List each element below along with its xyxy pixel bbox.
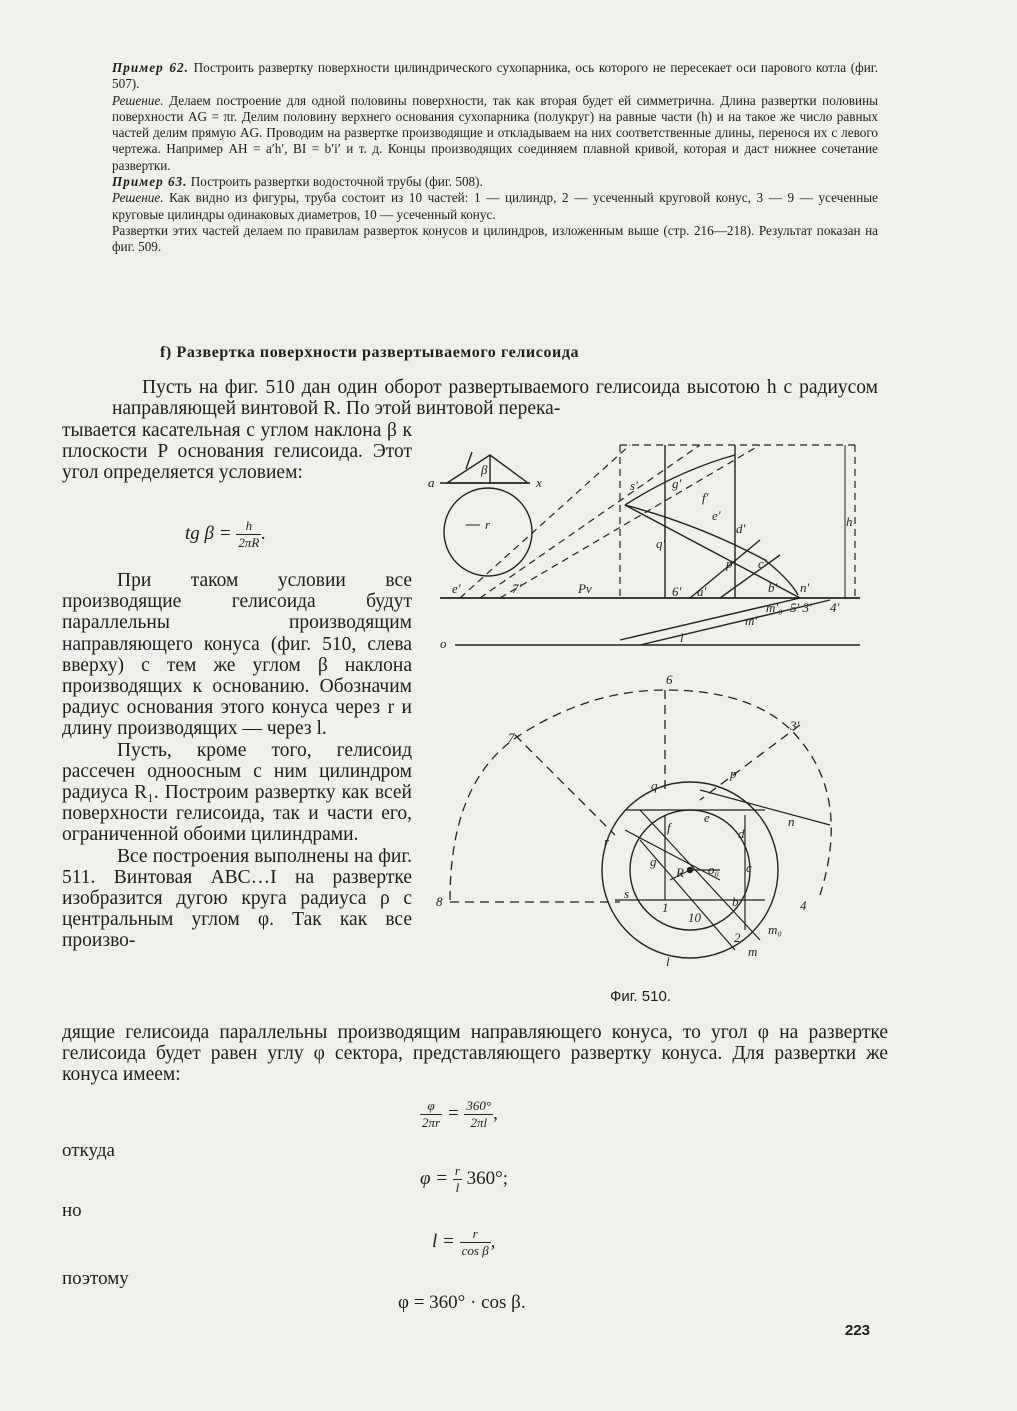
label-h: h (846, 514, 853, 529)
label-c: c (746, 860, 752, 875)
formula-f3-end: , (490, 1230, 496, 1252)
formula-tg-lhs: tg β = (185, 522, 232, 544)
label-ten: 10 (688, 910, 701, 925)
label-t: 7′ (512, 581, 522, 596)
formula-f1-eq: = (446, 1102, 460, 1124)
label-four: 4 (800, 898, 807, 913)
label-four1: 4′ (830, 600, 840, 615)
label-d1: d′ (736, 521, 746, 536)
label-q: q (651, 778, 658, 793)
label-s: s (624, 886, 630, 901)
formula-f2-rhs: 360°; (466, 1167, 509, 1189)
formula-f1-num-right: 360° (466, 1098, 492, 1113)
label-n: n (788, 814, 795, 829)
formula-f3-den: cos β (461, 1243, 489, 1258)
label-g: g (650, 854, 657, 869)
formula-f1-den-left: 2πr (422, 1115, 441, 1130)
formula-f3-lhs: l = (432, 1230, 455, 1252)
label-e2: e′ (712, 508, 721, 523)
label-onek: 1 (662, 900, 669, 915)
body-paragraph-1-cont: тывается касательная с углом наклона β к плоскости P основания гелисоида. Этот угол определяется условием: (62, 420, 412, 484)
label-n1: n′ (800, 580, 810, 595)
solution-62-text: Делаем построение для одной половины поверхности, так как вторая будет ей симметрична. Длина развертки половины поверхности AG = πr. Делим половину верхнего основания сухопарника (полукруг) на равные части (h) и на такое же число равных частей делим прямую AG. Проводим на развертке производящие и откладываем на них соответственные длины, перенося их с левого чертежа. Например AH = a′h′, BI = b′i′ и т. д. Концы производящих соединяем плавной кривой, которая и даст нижнее сочетание развертки. (112, 92, 878, 173)
label-c6: 6 (666, 672, 673, 687)
page-number: 223 (845, 1322, 871, 1339)
label-l1: l (680, 630, 684, 645)
label-e1: e′ (452, 581, 461, 596)
label-c7: 7 (508, 730, 515, 745)
label-f1: f′ (702, 490, 709, 505)
label-m1: m′ (745, 613, 758, 628)
label-a1: a′ (697, 584, 707, 599)
formula-f1-num-left: φ (420, 1098, 442, 1115)
formula-f1-end: , (493, 1102, 498, 1124)
label-e: e (704, 810, 710, 825)
label-pv: Pv (578, 581, 592, 596)
label-p: p (730, 766, 737, 781)
label-five: 5′ 3′ (790, 600, 812, 615)
label-mm: m₀ (768, 922, 782, 937)
formula-tg-den: 2πR (238, 535, 260, 550)
label-o: o (440, 636, 447, 651)
example-63-label: Пример 63. (112, 174, 188, 190)
body-paragraph-1-full: Пусть на фиг. 510 дан один оборот развертываемого гелисоида высотою h с радиусом направляющей винтовой R. По этой винтовой перека- (112, 377, 878, 420)
body-paragraph-4: Все построения выполнены на фиг. 511. Винтовая ABC…I на развертке изобразится дугою круга радиуса ρ с центральным углом φ. Так как все произво- (62, 845, 412, 952)
label-m: m (748, 944, 758, 959)
word-no: но (62, 1200, 82, 1221)
label-c1: c′ (758, 556, 767, 571)
word-poetomu: поэтому (62, 1268, 129, 1289)
label-b: b (732, 894, 739, 909)
solution-62-label: Решение. (112, 92, 164, 108)
label-b1: b′ (768, 580, 778, 595)
label-six1: 6′ (672, 584, 682, 599)
body-paragraph-2: При таком условии все производящие гелисоида будут параллельны производящим направляющего конуса (фиг. 510, слева вверху) с тем же углом β наклона производящих к основанию. Обозначим радиус основания этого конуса через r и длину производящих — через l. (62, 570, 412, 740)
formula-phi-final: φ = 360° · cos β. (398, 1292, 526, 1313)
formula-f2-lhs: φ = (420, 1167, 449, 1189)
formula-tg-end: . (261, 522, 267, 544)
word-otkuda: откуда (62, 1140, 115, 1161)
paragraph-63b: Развертки этих частей делаем по правилам разверток конусов и цилиндров, изложенным выше (стр. 216—218). Результат показан на фиг. 509. (112, 222, 878, 255)
label-d: d (738, 826, 745, 841)
figure-caption: Фиг. 510. (610, 988, 671, 1005)
base-circle (444, 488, 532, 576)
label-m0: m′₀ (766, 600, 783, 615)
example-62-label: Пример 62. (112, 60, 189, 75)
label-R: R (676, 865, 684, 880)
label-a: a (428, 475, 435, 490)
label-s1: s′ (630, 478, 638, 493)
section-title: f) Развертка поверхности развертываемого гелисоида (160, 344, 580, 361)
label-o0: o₀ (708, 862, 720, 877)
label-q1: q′ (656, 536, 666, 551)
label-g1: g′ (672, 476, 682, 491)
guide-cone (440, 452, 530, 483)
label-r: r (485, 517, 491, 532)
label-beta: β (481, 462, 488, 477)
label-l: l (666, 954, 670, 969)
label-x: x (536, 475, 542, 490)
formula-tg-num: h (236, 518, 261, 535)
plan-tangents (615, 790, 830, 950)
body-paragraph-3: Пусть, кроме того, гелисоид рассечен одноосным с ним цилиндром радиуса R₁. Построим развертку как всей поверхности гелисоида, так и части его, ограниченной обоими цилиндрами. (62, 739, 412, 846)
label-rr: r (604, 834, 610, 849)
example-63-text: Построить развертки водосточной трубы (фиг. 508). (187, 174, 483, 190)
body-paragraph-4-full: дящие гелисоида параллельны производящим направляющего конуса, то угол φ на развертке гелисоида будет равен углу φ сектора, представляющего развертку конуса. Для развертки же конуса имеем: (62, 1022, 888, 1086)
formula-f1-den-right: 2πl (470, 1115, 488, 1130)
elevation (620, 445, 845, 645)
formula-f2-num: r (454, 1163, 460, 1178)
label-f: f (667, 820, 671, 835)
solution-63-label: Решение. (112, 190, 164, 206)
label-two: 2 (734, 930, 741, 945)
label-c8: 8 (436, 894, 443, 909)
label-p1: p′ (726, 556, 736, 571)
development-arc (450, 690, 831, 902)
solution-63-text: Как видно из фигуры, труба состоит из 10 частей: 1 — цилиндр, 2 — усеченный круговой конус, 3 — 9 — усеченные круговые цилиндры одинаковых диаметров, 10 — усеченный конус. (112, 190, 878, 222)
formula-f3-num: r (460, 1226, 491, 1243)
formula-f2-den: l (455, 1180, 460, 1195)
example-62-text: Построить развертку поверхности цилиндрического сухопарника, ось которого не пересекает оси парового котла (фиг. 507). (112, 60, 878, 92)
label-c3: 3′ (790, 718, 800, 733)
